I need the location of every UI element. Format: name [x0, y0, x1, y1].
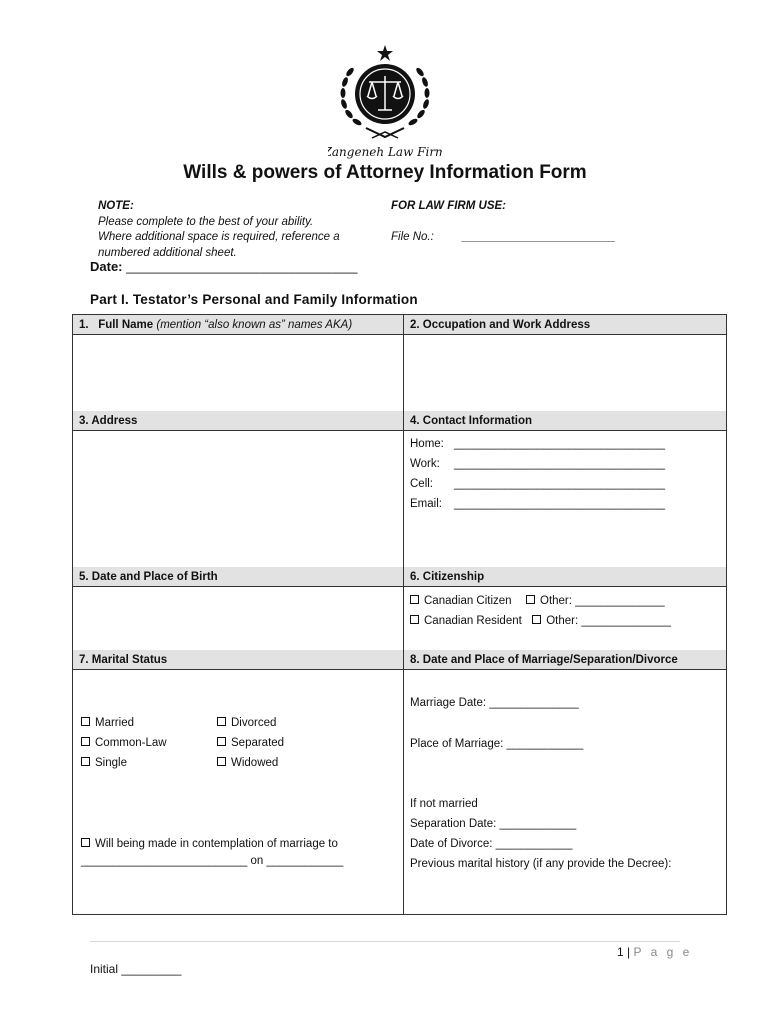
cell-field[interactable]: _________________________________	[454, 478, 666, 490]
separated-checkbox[interactable]: Separated	[217, 733, 284, 753]
header-address: 3. Address	[73, 411, 403, 431]
contact-email: Email: _________________________________	[410, 498, 666, 510]
testator-info-table	[72, 314, 727, 915]
if-not-married-label: If not married	[410, 798, 478, 810]
marriage-date-field[interactable]: Marriage Date: ______________	[410, 697, 579, 709]
other-citizenship-checkbox-1[interactable]: Other: ______________	[526, 595, 665, 607]
contemplation-checkbox[interactable]: Will being made in contemplation of marriage to	[81, 834, 338, 854]
header-marital-status: 7. Marital Status	[73, 650, 403, 670]
note-block	[98, 199, 340, 261]
footer-divider	[90, 941, 680, 942]
note-line-1: Please complete to the best of your ability.	[98, 215, 314, 228]
contemplation-field[interactable]: __________________________ on ____________	[81, 855, 344, 867]
header-marriage-dates: 8. Date and Place of Marriage/Separation/Divorce	[404, 650, 726, 670]
common-law-checkbox[interactable]: Common-Law	[81, 733, 167, 753]
date-row	[90, 259, 358, 274]
address-field[interactable]	[73, 431, 403, 567]
citizenship-row-2	[410, 611, 671, 631]
previous-marital-history[interactable]: Previous marital history (if any provide the Decree):	[410, 858, 672, 870]
citizenship-row-1	[410, 591, 665, 611]
law-firm-use-block	[391, 199, 616, 246]
contact-home: Home: _________________________________	[410, 438, 666, 450]
home-field[interactable]: _________________________________	[454, 438, 666, 450]
birth-field[interactable]	[73, 587, 403, 650]
firm-logo	[328, 42, 442, 162]
date-label: Date:	[90, 259, 123, 274]
file-no-field[interactable]: ________________________	[462, 231, 616, 243]
occupation-field[interactable]	[404, 335, 726, 411]
contact-cell: Cell: _________________________________	[410, 478, 666, 490]
single-checkbox[interactable]: Single	[81, 753, 127, 773]
svg-text:Zangeneh Law Firm: Zangeneh Law Firm	[328, 145, 442, 159]
header-full-name: 1. Full Name (mention “also known as” names AKA)	[73, 315, 403, 335]
date-field[interactable]: ________________________________	[126, 259, 358, 274]
note-line-3: numbered additional sheet.	[98, 246, 237, 259]
header-birth: 5. Date and Place of Birth	[73, 567, 403, 587]
other-citizenship-checkbox-2[interactable]: Other: ______________	[532, 615, 671, 627]
full-name-field[interactable]	[73, 335, 403, 411]
place-of-marriage-field[interactable]: Place of Marriage: ____________	[410, 738, 584, 750]
email-field[interactable]: _________________________________	[454, 498, 666, 510]
firm-use-label: FOR LAW FIRM USE:	[391, 200, 506, 212]
divorced-checkbox[interactable]: Divorced	[217, 713, 276, 733]
married-checkbox[interactable]: Married	[81, 713, 134, 733]
scales-of-justice-emblem	[328, 42, 442, 162]
note-label: NOTE:	[98, 200, 134, 212]
form-title: Wills & powers of Attorney Information Form	[183, 162, 587, 183]
file-no-label: File No.:	[391, 231, 434, 243]
part-1-heading: Part I. Testator’s Personal and Family Information	[90, 292, 418, 307]
canadian-citizen-checkbox[interactable]: Canadian Citizen	[410, 595, 512, 607]
header-occupation: 2. Occupation and Work Address	[404, 315, 726, 335]
canadian-resident-checkbox[interactable]: Canadian Resident	[410, 615, 522, 627]
note-line-2: Where additional space is required, reference a	[98, 231, 340, 243]
divorce-date-field[interactable]: Date of Divorce: ____________	[410, 838, 573, 850]
header-citizenship: 6. Citizenship	[404, 567, 726, 587]
page-number: 1 | P a g e	[617, 945, 693, 959]
contact-work: Work: _________________________________	[410, 458, 666, 470]
initial-field[interactable]: Initial _________	[90, 962, 182, 976]
header-contact: 4. Contact Information	[404, 411, 726, 431]
work-field[interactable]: _________________________________	[454, 458, 666, 470]
separation-date-field[interactable]: Separation Date: ____________	[410, 818, 577, 830]
widowed-checkbox[interactable]: Widowed	[217, 753, 278, 773]
